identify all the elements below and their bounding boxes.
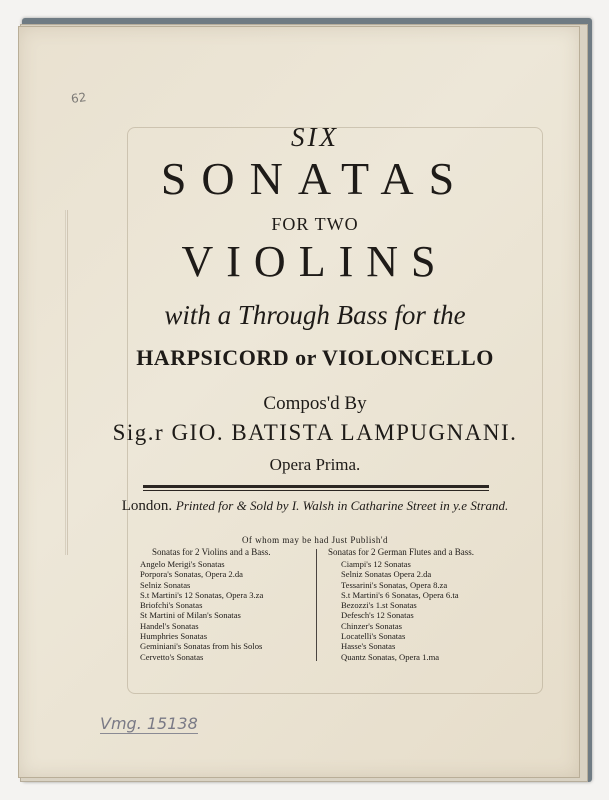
list-item: Hasse's Sonatas [341, 641, 396, 652]
left-catalogue-list [140, 559, 263, 662]
double-rule-thick [143, 485, 489, 488]
list-item: Humphries Sonatas [140, 631, 208, 642]
list-item: Porpora's Sonatas, Opera 2.da [140, 569, 243, 580]
imprint-city: London. [121, 498, 173, 514]
list-item: Briofchi's Sonatas [140, 600, 203, 611]
right-catalogue-list [341, 559, 459, 662]
list-item: Defesch's 12 Sonatas [341, 610, 414, 621]
list-item: S.t Martini's 12 Sonatas, Opera 3.za [140, 589, 264, 600]
title-violins: VIOLINS [181, 237, 449, 286]
list-item: Geminiani's Sonatas from his Solos [140, 641, 263, 652]
title-six: SIX [291, 122, 339, 152]
opus-number: Opera Prima. [269, 455, 361, 474]
list-item: Ciampi's 12 Sonatas [341, 559, 411, 569]
composer-name: Sig.r GIO. BATISTA LAMPUGNANI. [112, 420, 518, 445]
list-item: Tessarini's Sonatas, Opera 8.za [341, 579, 448, 590]
list-item: Handel's Sonatas [140, 620, 199, 631]
shelfmark-text: Vmg. 15138 [100, 714, 198, 733]
list-item: Selniz Sonatas [140, 579, 191, 590]
list-item: S.t Martini's 6 Sonatas, Opera 6.ta [341, 589, 459, 600]
title-sonatas: SONATAS [160, 153, 470, 204]
column-divider [316, 549, 317, 661]
list-item: Cervetto's Sonatas [140, 651, 204, 662]
imprint [100, 498, 530, 515]
fold-crease [65, 210, 68, 555]
shelfmark [100, 714, 198, 733]
list-item: Quantz Sonatas, Opera 1.ma [341, 651, 440, 662]
right-column-heading: Sonatas for 2 German Flutes and a Bass. [328, 547, 474, 557]
title-for-two: FOR TWO [271, 214, 359, 234]
title-through-bass: with a Through Bass for the [164, 300, 466, 330]
list-item: Angelo Merigi's Sonatas [140, 559, 225, 569]
double-rule-thin [143, 490, 489, 491]
catalogue-heading: Of whom may be had Just Publish'd [241, 535, 389, 545]
list-item: St Martini of Milan's Sonatas [140, 610, 241, 621]
list-item: Selniz Sonatas Opera 2.da [341, 569, 432, 580]
pencil-number: 62 [70, 90, 88, 106]
list-item: Bezozzi's 1.st Sonatas [341, 600, 417, 611]
imprint-text: Printed for & Sold by I. Walsh in Catharine Street in y.e Strand. [175, 498, 509, 513]
list-item: Locatelli's Sonatas [341, 631, 406, 642]
left-column-heading: Sonatas for 2 Violins and a Bass. [152, 547, 271, 557]
composed-by: Compos'd By [263, 393, 367, 414]
list-item: Chinzer's Sonatas [341, 620, 402, 631]
title-instruments: HARPSICORD or VIOLONCELLO [136, 345, 494, 370]
